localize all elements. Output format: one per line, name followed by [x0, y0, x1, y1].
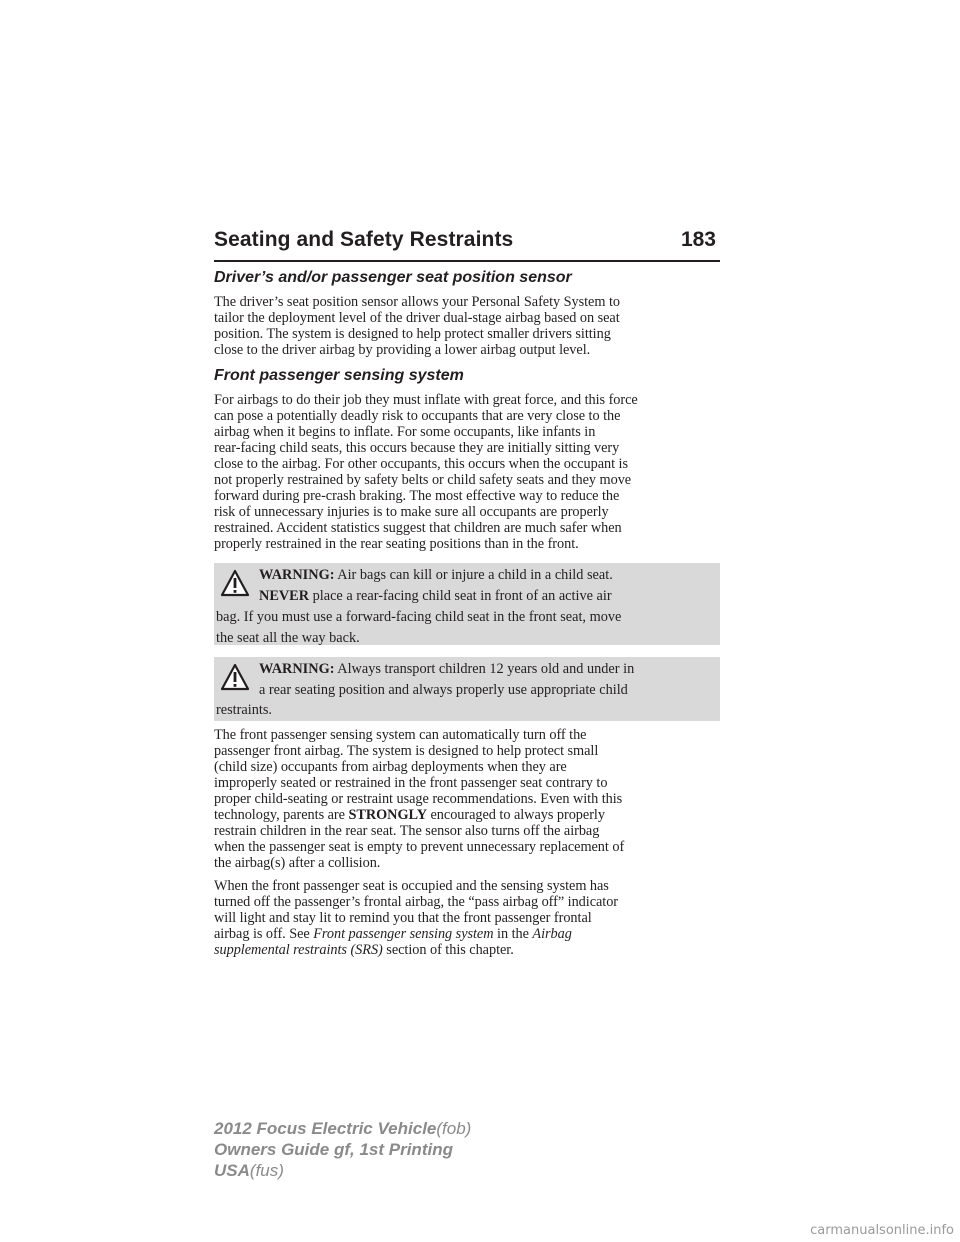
- footer-line: [214, 1118, 471, 1139]
- text-fragment: section of this chapter.: [382, 942, 514, 958]
- occupied-paragraph: [214, 878, 720, 958]
- text-line: The front passenger sensing system can automatically turn off the: [214, 727, 587, 743]
- text-line: airbag when it begins to inflate. For some occupants, like infants in: [214, 424, 596, 440]
- page-number: 183: [680, 228, 716, 251]
- text-line: not properly restrained by safety belts or child safety seats and they move: [214, 472, 632, 488]
- text-line: When the front passenger seat is occupied and the sensing system has: [214, 878, 609, 894]
- text-fragment: airbag is off. See: [214, 926, 310, 942]
- text-line: restrain children in the rear seat. The sensor also turns off the airbag: [214, 823, 600, 839]
- text-line: properly restrained in the rear seating positions than in the front.: [214, 536, 579, 552]
- warning-triangle-icon: [220, 663, 250, 691]
- warning-line: bag. If you must use a forward-facing child seat in the front seat, move: [216, 609, 622, 625]
- warning-label: WARNING:: [259, 661, 335, 677]
- text-line: The driver’s seat position sensor allows your Personal Safety System to: [214, 294, 620, 310]
- text-line: [214, 926, 720, 942]
- passenger-sensing-heading: Front passenger sensing system: [214, 367, 464, 384]
- header-rule: [214, 260, 720, 262]
- text-line: can pose a potentially deadly risk to occupants that are very close to the: [214, 408, 621, 424]
- warning-line: [259, 585, 612, 607]
- footer-text: USA: [214, 1161, 250, 1180]
- strongly-emphasis: STRONGLY: [348, 807, 427, 823]
- text-line: improperly seated or restrained in the front passenger seat contrary to: [214, 775, 608, 791]
- text-line: [214, 807, 720, 823]
- page-header: [214, 228, 720, 264]
- warning-line: restraints.: [216, 702, 272, 718]
- text-line: the airbag(s) after a collision.: [214, 855, 381, 871]
- footer-code: (fus): [249, 1161, 284, 1180]
- text-line: tailor the deployment level of the driver dual-stage airbag based on seat: [214, 310, 620, 326]
- warning-line: [259, 564, 613, 586]
- text-line: proper child-seating or restraint usage recommendations. Even with this: [214, 791, 623, 807]
- auto-off-section: [214, 727, 720, 958]
- text-line: rear-facing child seats, this occurs because they are initially sitting very: [214, 440, 620, 456]
- text-fragment: in the: [493, 926, 529, 942]
- page-footer: [214, 1118, 471, 1181]
- footer-line: Owners Guide gf, 1st Printing: [214, 1140, 453, 1159]
- text-line: turned off the passenger’s frontal airbag, the “pass airbag off” indicator: [214, 894, 619, 910]
- passenger-sensing-paragraph: [214, 392, 720, 552]
- auto-off-paragraph: [214, 727, 720, 871]
- footer-text: 2012 Focus Electric Vehicle: [214, 1119, 437, 1138]
- cross-reference: supplemental restraints (SRS): [214, 942, 383, 958]
- seat-position-heading: Driver’s and/or passenger seat position sensor: [214, 269, 572, 286]
- text-line: position. The system is designed to help protect smaller drivers sitting: [214, 326, 611, 342]
- footer-code: (fob): [436, 1119, 472, 1138]
- warning-text: Air bags can kill or injure a child in a child seat.: [334, 567, 613, 583]
- footer-line: [214, 1160, 471, 1181]
- text-line: [214, 942, 720, 958]
- text-line: close to the driver airbag by providing a lower airbag output level.: [214, 342, 591, 358]
- text-fragment: encouraged to always properly: [426, 807, 605, 823]
- warning-text: Always transport children 12 years old and under in: [334, 661, 635, 677]
- text-line: For airbags to do their job they must inflate with great force, and this force: [214, 392, 638, 408]
- text-line: close to the airbag. For other occupants, this occurs when the occupant is: [214, 456, 628, 472]
- section-title: Seating and Safety Restraints: [214, 228, 514, 251]
- warning-line: [259, 658, 634, 680]
- warning-box-child-seat: [214, 563, 720, 645]
- never-emphasis: NEVER: [259, 588, 310, 604]
- warning-line: the seat all the way back.: [216, 630, 360, 646]
- text-line: passenger front airbag. The system is designed to help protect small: [214, 743, 599, 759]
- seat-position-paragraph: [214, 294, 720, 358]
- warning-box-transport: [214, 657, 720, 721]
- seat-position-section: [214, 268, 720, 552]
- cross-reference: Airbag: [532, 926, 572, 942]
- warning-line: a rear seating position and always properly use appropriate child: [259, 682, 628, 698]
- text-line: will light and stay lit to remind you that the front passenger frontal: [214, 910, 592, 926]
- warning-triangle-icon: [220, 569, 250, 597]
- watermark: carmanualsonline.info: [810, 1223, 954, 1238]
- text-line: when the passenger seat is empty to prevent unnecessary replacement of: [214, 839, 625, 855]
- cross-reference: Front passenger sensing system: [313, 926, 494, 942]
- text-line: risk of unnecessary injuries is to make sure all occupants are properly: [214, 504, 609, 520]
- text-fragment: technology, parents are: [214, 807, 345, 823]
- warning-label: WARNING:: [259, 567, 335, 583]
- text-line: (child size) occupants from airbag deployments when they are: [214, 759, 567, 775]
- warning-text: place a rear-facing child seat in front of an active air: [309, 588, 612, 604]
- text-line: forward during pre-crash braking. The most effective way to reduce the: [214, 488, 620, 504]
- text-line: restrained. Accident statistics suggest that children are much safer when: [214, 520, 622, 536]
